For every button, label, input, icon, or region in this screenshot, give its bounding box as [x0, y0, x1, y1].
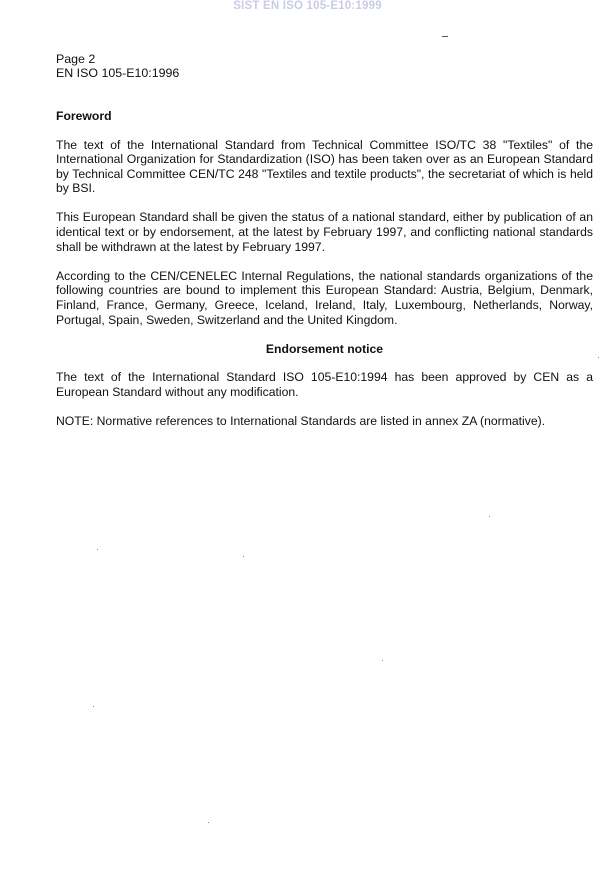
- watermark: SIST EN ISO 105-E10:1999: [233, 0, 382, 12]
- foreword-heading: Foreword: [56, 109, 112, 123]
- page-header: [56, 52, 179, 80]
- scan-speck: [208, 822, 209, 823]
- standard-reference: EN ISO 105-E10:1996: [56, 66, 180, 80]
- endorsement-text: The text of the International Standard ISO 105-E10:1994 has been approved by CEN as a European Standard without any modification.: [56, 370, 593, 399]
- scan-speck: [93, 706, 94, 707]
- scan-speck: [489, 516, 490, 517]
- foreword-paragraph-3: According to the CEN/CENELEC Internal Regulations, the national standards organizations of the following countries are bound to implement this European Standard: Austria, Belgium, Denmark, Finland, France, Germany, Greece, Iceland, Ireland, Italy, Luxembourg, Netherlands, Norway, Portugal, Spain, Sweden, Switzerland and the United Kingdom.: [56, 268, 593, 327]
- endorsement-heading: Endorsement notice: [265, 341, 384, 356]
- scan-speck: [243, 556, 244, 557]
- document-body: [56, 109, 593, 443]
- foreword-paragraph-2: This European Standard shall be given the status of a national standard, either by publication of an identical text or by endorsement, at the latest by February 1997, and conflicting national standards shall be withdrawn at the latest by February 1997.: [56, 210, 593, 254]
- scan-mark: [442, 36, 448, 37]
- page-number: Page 2: [56, 52, 96, 66]
- scan-speck: [382, 660, 383, 661]
- scan-speck: [598, 357, 599, 358]
- foreword-paragraph-1: The text of the International Standard from Technical Committee ISO/TC 38 "Textiles" of the International Organization for Standardization (ISO) has been taken over as an European Standard by Technical Committee CEN/TC 248 "Textiles and textile products", the secretariat of which is held by BSI.: [56, 137, 593, 196]
- scan-speck: [97, 549, 98, 550]
- normative-note: NOTE: Normative references to International Standards are listed in annex ZA (normative).: [56, 413, 546, 428]
